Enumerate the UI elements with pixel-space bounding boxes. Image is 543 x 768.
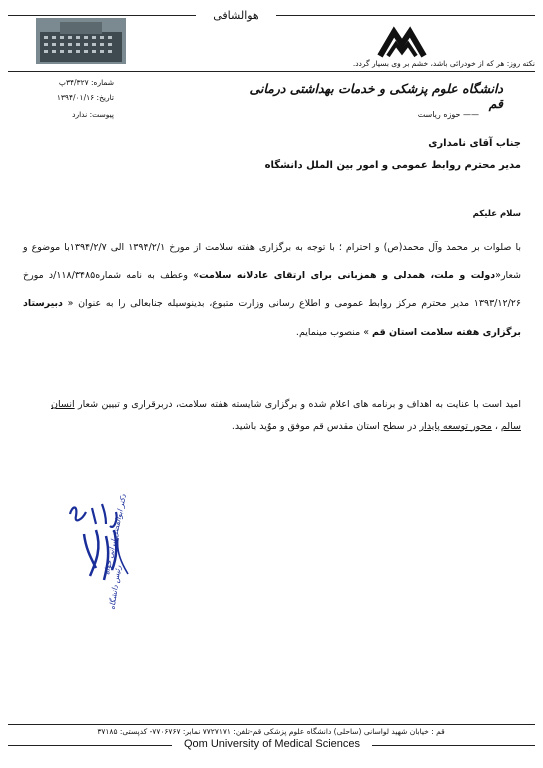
subtitle-dash: —— — [460, 110, 479, 119]
p2-sustainable-axis: محور توسعه پایدار — [419, 420, 492, 432]
greeting: سلام علیکم — [472, 209, 521, 219]
footer-english-name: Qom University of Medical Sciences — [172, 738, 372, 750]
signatory-title: رئیس دانشگاه — [107, 564, 123, 611]
university-subtitle — [309, 110, 479, 119]
addressee-name: جناب آقای نامداری — [428, 138, 521, 149]
signatory-name: دکتر ابوالفضل ایرانی خواه — [102, 493, 128, 576]
letterhead-title: هوالشافی — [196, 9, 276, 22]
p1-closing: » منصوب مینمایم. — [295, 326, 373, 338]
university-logo-icon — [376, 26, 428, 60]
footer-address: قم : خیابان شهید لواسانی (ساحلی) دانشگاه علوم پزشکی قم-تلفن: ۷۷۲۷۱۷۱ نمابر: ۷۷۰۶۷۶۷- کدپستی: ۳۷۱۸۵ — [97, 727, 445, 736]
p2-closing: در سطح استان مقدس قم موفق و موٌید باشید. — [231, 420, 420, 432]
footer-rule-top — [8, 724, 535, 725]
p1-intro: با صلوات بر محمد وآل محمد(ص) و احترام ؛ با توجه به برگزاری هفته سلامت از مورخ ۱۳۹۴/۲/۱ الی ۱۳۹۴/۲/۷با موضوع و شعار« — [23, 242, 522, 282]
motto-text: نکته روز: هر که از خودرائی باشد، خشم بر وی بسیار گردد. — [352, 59, 535, 68]
letter-number: شماره: ۳۴/۳۲۷پ — [58, 78, 114, 87]
hospital-building-icon — [36, 18, 126, 64]
letter-date: تاریخ: ۱۳۹۴/۰۱/۱۶ — [56, 93, 114, 102]
p2-intro: امید است با عنایت به اهداف و برنامه های اعلام شده و برگزاری شایسته هفته سلامت، دربرقراری و تبیین شعار — [74, 399, 521, 410]
letter-attachment: پیوست: ندارد — [72, 110, 114, 119]
p1-slogan: دولت و ملت، همدلی و همزبانی برای ارتقای عادلانه سلامت — [198, 270, 496, 282]
p2-healthy-human: انسان سالم — [51, 399, 521, 432]
motto-rule — [8, 71, 535, 72]
subtitle-text: حوزه ریاست — [417, 110, 461, 119]
university-name: دانشگاه علوم پزشکی و خدمات بهداشتی درمانی قم — [249, 81, 503, 111]
p2-separator: ، — [491, 420, 501, 432]
body-paragraph-2 — [51, 394, 521, 437]
p1-reference: » وعطف به نامه شماره۱۱۸/۳۴۸۵/د مورخ ۱۳۹۳/۱۲/۲۶ مدیر محترم مرکز روابط عمومی و اطلاع رسانی وزارت متبوع، بدینوسیله جنابعالی را به عنوان « — [23, 270, 521, 310]
body-paragraph-1 — [23, 234, 521, 347]
p1-role: دبیرستاد برگزاری هفته سلامت استان قم — [23, 298, 521, 338]
addressee-title: مدیر محترم روابط عمومی و امور بین الملل دانشگاه — [264, 160, 521, 171]
